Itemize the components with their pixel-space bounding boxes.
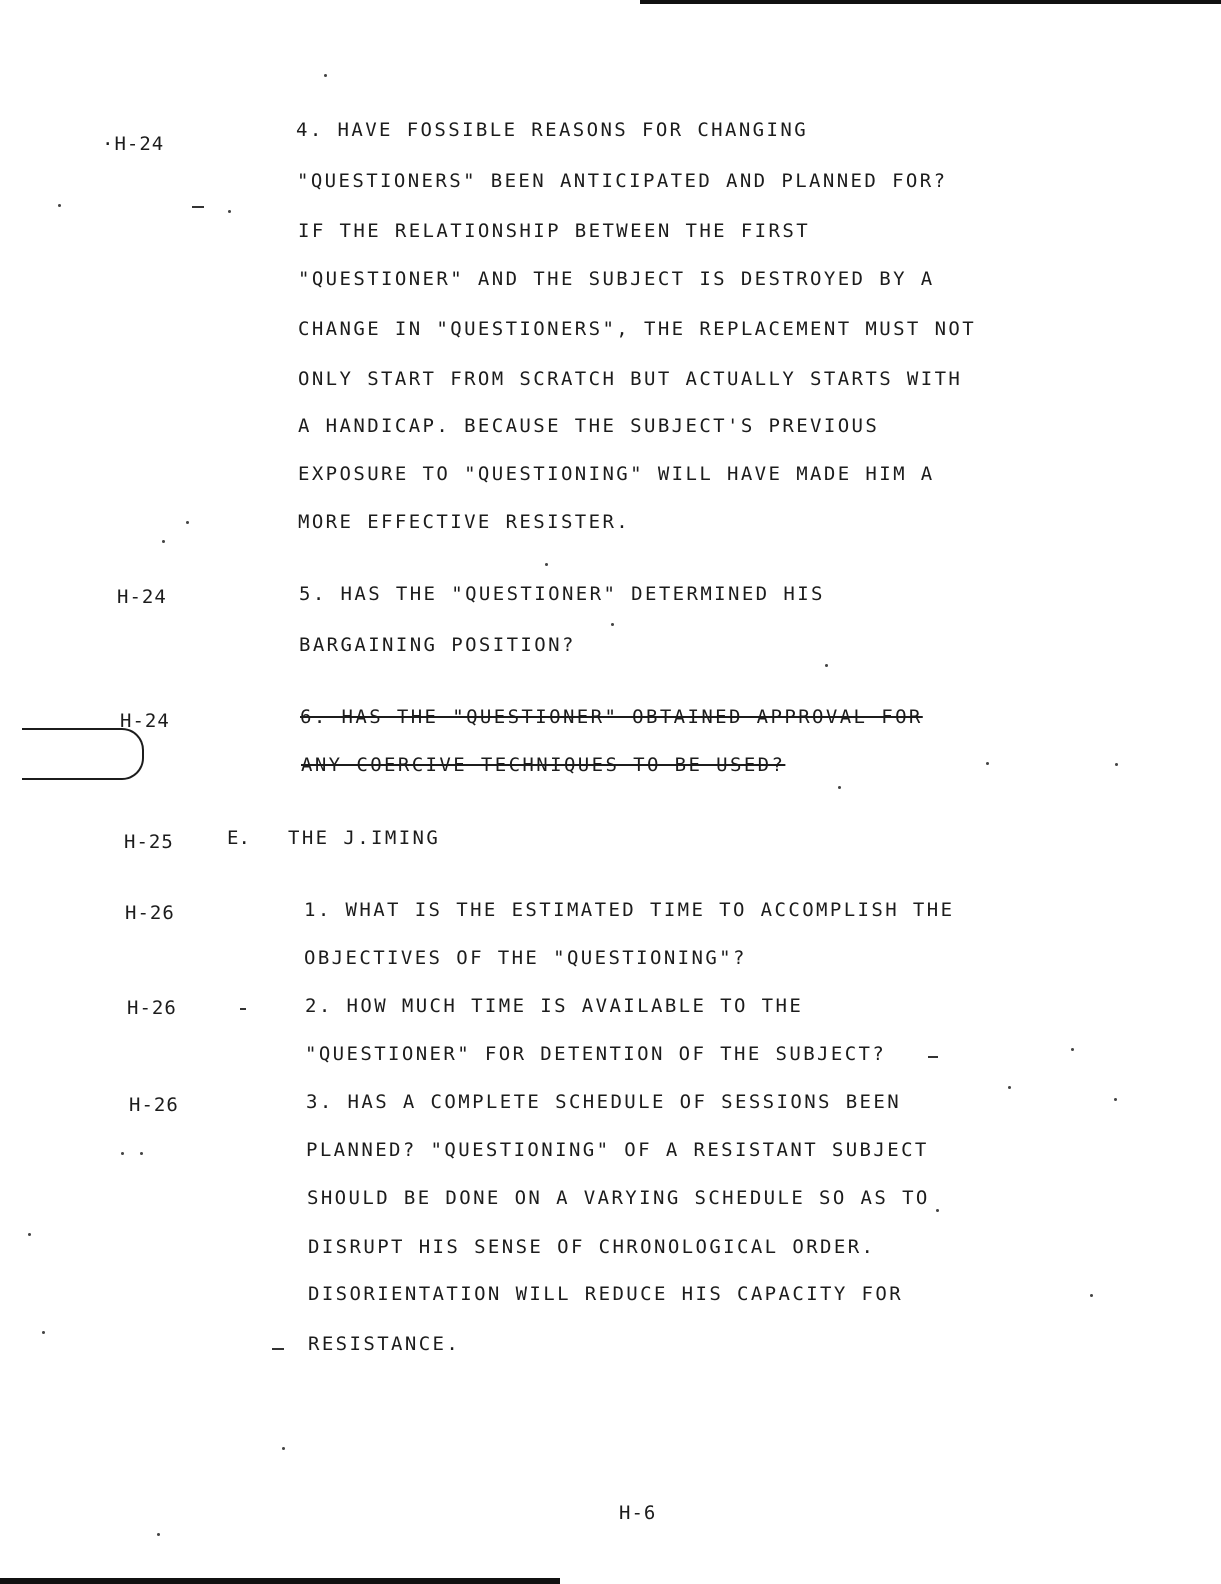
- margin-ref: H-24: [117, 586, 167, 608]
- scan-mark: [272, 1348, 284, 1350]
- scan-speck: [1008, 1086, 1011, 1089]
- scan-speck: [140, 1152, 143, 1155]
- scan-speck: [157, 1533, 160, 1536]
- margin-ref: H-24: [120, 710, 170, 732]
- text-line: 2. HOW MUCH TIME IS AVAILABLE TO THE: [305, 995, 804, 1017]
- text-line: RESISTANCE.: [308, 1333, 461, 1355]
- text-line: IF THE RELATIONSHIP BETWEEN THE FIRST: [298, 220, 811, 242]
- scan-speck: [1114, 1098, 1117, 1101]
- scan-speck: [324, 74, 327, 77]
- scan-speck: [611, 623, 614, 626]
- scan-speck: [825, 664, 828, 667]
- text-line: DISORIENTATION WILL REDUCE HIS CAPACITY FOR: [308, 1283, 904, 1305]
- scan-speck: [28, 1233, 31, 1236]
- margin-ref: H-26: [129, 1094, 179, 1116]
- scan-speck: [121, 1152, 124, 1155]
- text-line: A HANDICAP. BECAUSE THE SUBJECT'S PREVIOUS: [298, 415, 880, 437]
- scan-mark: [192, 206, 204, 208]
- text-line: 4. HAVE FOSSIBLE REASONS FOR CHANGING: [296, 119, 809, 141]
- margin-ref: H-26: [127, 997, 177, 1019]
- margin-ref: H-25: [124, 831, 174, 853]
- text-line: ONLY START FROM SCRATCH BUT ACTUALLY STARTS WITH: [298, 368, 963, 390]
- scan-speck: [986, 762, 989, 765]
- scan-speck: [282, 1447, 285, 1450]
- scan-speck: [162, 540, 165, 543]
- margin-ref: ·H-24: [102, 133, 165, 155]
- scan-speck: [42, 1331, 45, 1334]
- scan-speck: [1071, 1048, 1074, 1051]
- text-line: DISRUPT HIS SENSE OF CHRONOLOGICAL ORDER.: [308, 1236, 876, 1258]
- text-line: SHOULD BE DONE ON A VARYING SCHEDULE SO AS TO: [307, 1187, 930, 1209]
- scan-speck: [545, 563, 548, 566]
- struck-text-line: 6. HAS THE "QUESTIONER" OBTAINED APPROVAL FOR: [300, 706, 923, 728]
- text-line: "QUESTIONER" AND THE SUBJECT IS DESTROYED BY A: [298, 268, 935, 290]
- text-line: PLANNED? "QUESTIONING" OF A RESISTANT SUBJECT: [306, 1139, 929, 1161]
- scan-speck: [58, 204, 61, 207]
- section-letter: E.: [227, 827, 250, 849]
- page-number: H-6: [619, 1502, 657, 1524]
- text-line: BARGAINING POSITION?: [299, 634, 576, 656]
- scan-speck: [186, 521, 189, 524]
- text-line: EXPOSURE TO "QUESTIONING" WILL HAVE MADE HIM A: [298, 463, 935, 485]
- text-line: MORE EFFECTIVE RESISTER.: [298, 511, 631, 533]
- struck-text-line: ANY COERCIVE TECHNIQUES TO BE USED?: [301, 754, 786, 776]
- text-line: 5. HAS THE "QUESTIONER" DETERMINED HIS: [299, 583, 825, 605]
- scan-edge-top: [640, 0, 1221, 4]
- text-line: OBJECTIVES OF THE "QUESTIONING"?: [304, 947, 747, 969]
- scan-mark: [240, 1008, 246, 1010]
- scan-speck: [1115, 763, 1118, 766]
- margin-bracket-mark: [22, 728, 144, 780]
- section-title: THE J.IMING: [288, 827, 441, 849]
- scan-speck: [228, 210, 231, 213]
- text-line: CHANGE IN "QUESTIONERS", THE REPLACEMENT MUST NOT: [298, 318, 977, 340]
- margin-ref: H-26: [125, 902, 175, 924]
- scan-speck: [936, 1209, 939, 1212]
- text-line: 1. WHAT IS THE ESTIMATED TIME TO ACCOMPLISH THE: [304, 899, 955, 921]
- text-line: "QUESTIONER" FOR DETENTION OF THE SUBJECT?: [305, 1043, 887, 1065]
- scan-speck: [1090, 1294, 1093, 1297]
- scan-speck: [838, 786, 841, 789]
- scan-edge-bottom: [0, 1578, 560, 1584]
- scan-mark: [928, 1056, 938, 1058]
- text-line: "QUESTIONERS" BEEN ANTICIPATED AND PLANNED FOR?: [297, 170, 948, 192]
- text-line: 3. HAS A COMPLETE SCHEDULE OF SESSIONS BEEN: [306, 1091, 902, 1113]
